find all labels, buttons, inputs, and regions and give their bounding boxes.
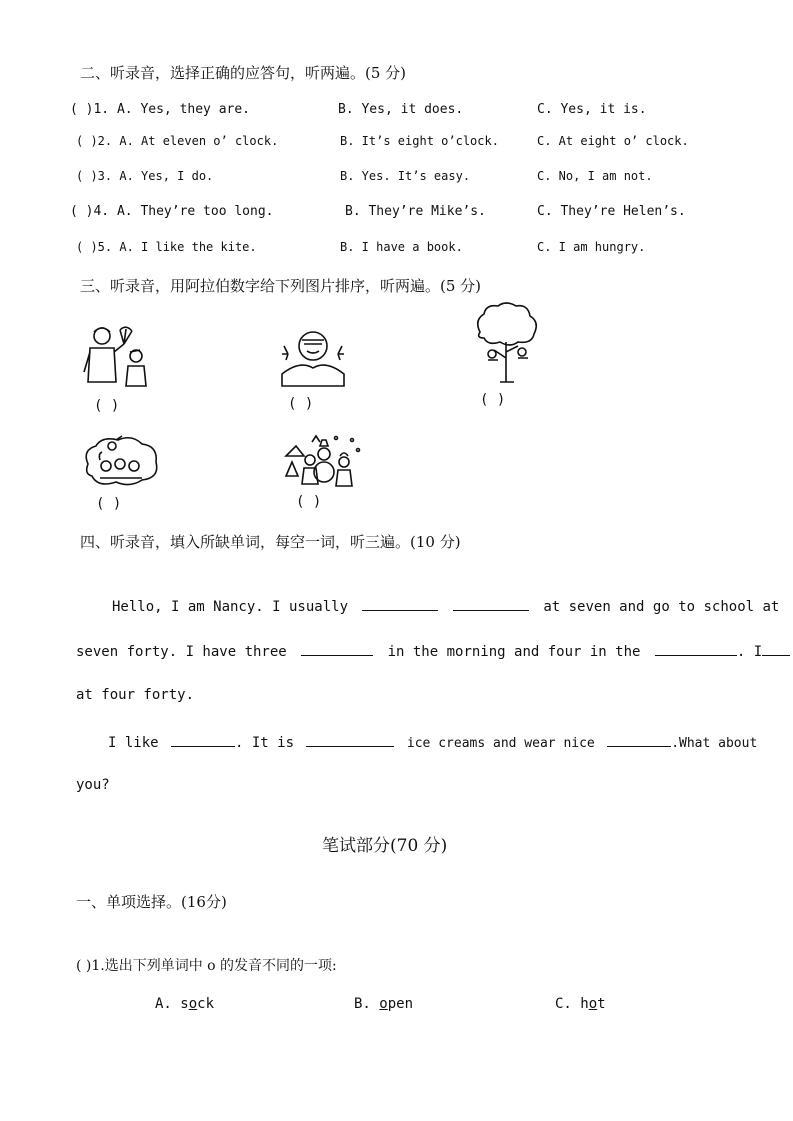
- option-c-prefix: C. h: [555, 996, 589, 1012]
- fill-blank-7[interactable]: [306, 732, 394, 747]
- children-building-snowman-icon: [282, 432, 362, 490]
- fill-blank-1[interactable]: [362, 596, 438, 611]
- picture4-answer-blank[interactable]: ( ): [96, 496, 122, 512]
- fill-blank-4[interactable]: [655, 641, 737, 656]
- section3-title: 三、听录音，用阿拉伯数字给下列图片排序，听两遍。(5 分): [80, 277, 482, 295]
- q3-option-a: ( )3. A. Yes, I do.: [76, 169, 214, 183]
- q5-option-c: C. I am hungry.: [537, 240, 646, 254]
- q4-option-a: ( )4. A. They’re too long.: [70, 204, 274, 219]
- passage-line-5: you?: [76, 777, 110, 793]
- section4-title: 四、听录音，填入所缺单词，每空一词，听三遍。(10 分): [80, 533, 461, 551]
- option-a-underlined: o: [188, 996, 198, 1012]
- fill-blank-3[interactable]: [301, 641, 373, 656]
- passage-text: at seven and go to school at: [543, 599, 780, 615]
- q1-option-b: B. Yes, it does.: [338, 102, 464, 117]
- q3-option-b: B. Yes. It’s easy.: [340, 169, 471, 183]
- q2-option-c: C. At eight o’ clock.: [537, 134, 689, 148]
- passage-text: .What about: [671, 736, 758, 751]
- passage-text: seven forty. I have three: [76, 644, 287, 660]
- passage-text: . It is: [235, 735, 295, 751]
- q5-option-b: B. I have a book.: [340, 240, 463, 254]
- passage-text: in the morning and four in the: [387, 644, 641, 660]
- picture3-answer-blank[interactable]: ( ): [480, 392, 506, 408]
- mc-option-c[interactable]: [555, 996, 606, 1012]
- passage-text: Hello, I am Nancy. I usually: [112, 599, 349, 615]
- q2-option-a: ( )2. A. At eleven o’ clock.: [76, 134, 279, 148]
- passage-line-3: at four forty.: [76, 687, 195, 703]
- passage-text: . I: [736, 644, 763, 660]
- sick-child-in-bed-icon: [280, 324, 346, 388]
- tree-with-bird-icon: [470, 302, 542, 386]
- fill-blank-2[interactable]: [453, 596, 529, 611]
- q5-option-a: ( )5. A. I like the kite.: [76, 240, 257, 254]
- man-with-fan-and-child-icon: [80, 322, 160, 392]
- q1-option-a: ( )1. A. Yes, they are.: [70, 102, 251, 117]
- option-c-underlined: o: [588, 996, 598, 1012]
- option-c-suffix: t: [597, 996, 606, 1012]
- picture5-answer-blank[interactable]: ( ): [296, 494, 322, 510]
- q4-option-c: C. They’re Helen’s.: [537, 204, 686, 219]
- family-picnic-dream-icon: [82, 434, 160, 490]
- section2-title: 二、听录音，选择正确的应答句，听两遍。(5 分): [80, 64, 407, 82]
- passage-text: ice creams and wear nice: [406, 736, 595, 751]
- option-b-underlined: o: [379, 996, 388, 1012]
- q2-option-b: B. It’s eight o’clock.: [340, 134, 499, 148]
- q3-option-c: C. No, I am not.: [537, 169, 653, 183]
- picture2-answer-blank[interactable]: ( ): [288, 396, 314, 412]
- fill-blank-5[interactable]: [762, 641, 790, 656]
- passage-text: I like: [108, 735, 159, 751]
- option-b-suffix: pen: [387, 996, 414, 1012]
- mc-question-1: ( )1.选出下列单词中 o 的发音不同的一项:: [76, 958, 337, 974]
- fill-blank-6[interactable]: [171, 732, 235, 747]
- mc-option-b[interactable]: [354, 996, 413, 1012]
- mc-option-a[interactable]: [155, 996, 214, 1012]
- fill-blank-8[interactable]: [607, 732, 671, 747]
- option-a-prefix: A. s: [155, 996, 189, 1012]
- passage-line-2: [76, 641, 790, 660]
- picture1-answer-blank[interactable]: ( ): [94, 398, 120, 414]
- passage-line-4: [108, 732, 757, 751]
- option-a-suffix: ck: [197, 996, 215, 1012]
- passage-line-1: [112, 596, 779, 615]
- written-section-title: 笔试部分(70 分): [322, 836, 448, 856]
- q4-option-b: B. They’re Mike’s.: [345, 204, 486, 219]
- section1-title: 一、单项选择。(16分): [76, 893, 227, 911]
- option-b-prefix: B.: [354, 996, 380, 1012]
- q1-option-c: C. Yes, it is.: [537, 102, 647, 117]
